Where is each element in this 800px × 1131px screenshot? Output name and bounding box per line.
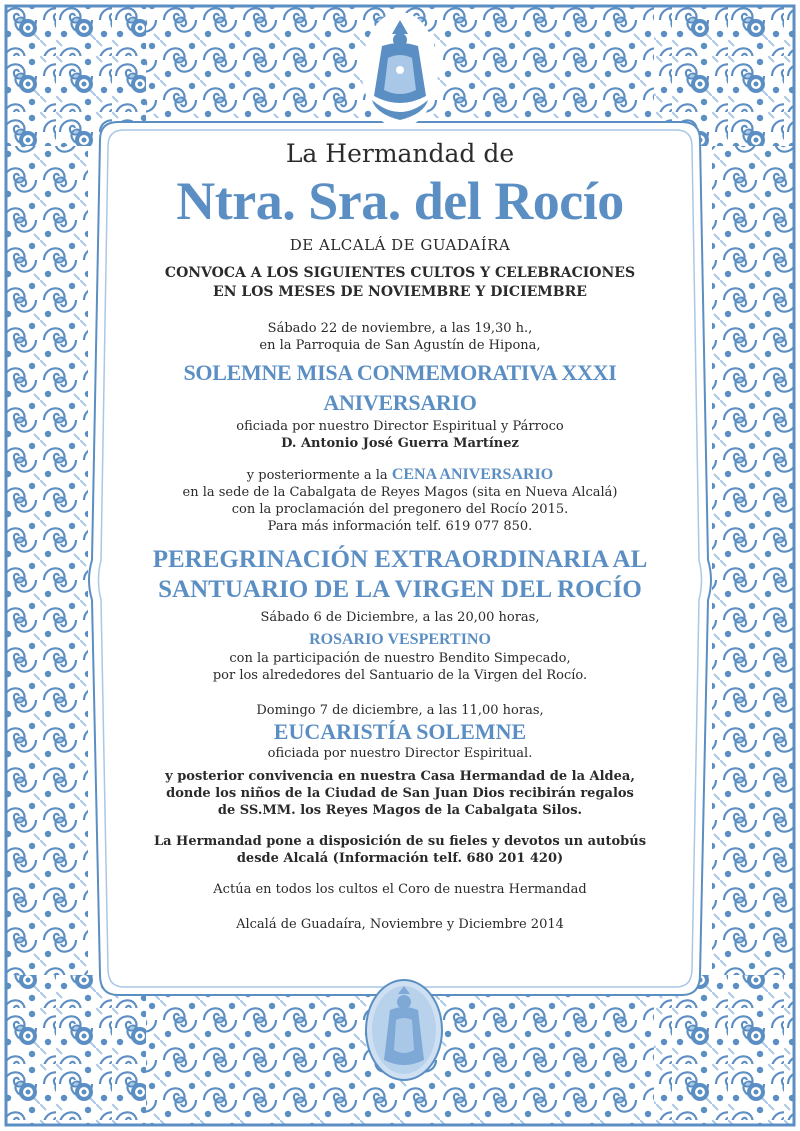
eucharist-line1: y posterior convivencia en nuestra Casa Hermandad de la Aldea, [165, 769, 635, 784]
dinner-proclamation: con la proclamación del pregonero del Rocío 2015. [231, 502, 569, 517]
event-eucharist [140, 702, 660, 819]
virgin-medallion-icon [366, 980, 442, 1080]
mass-priest: D. Antonio José Guerra Martínez [281, 436, 519, 451]
bus-notice [140, 833, 660, 867]
footer-date: Alcalá de Guadaíra, Noviembre y Diciembre 2014 [236, 917, 564, 932]
dinner-intro: y posteriormente a la [246, 468, 388, 483]
dinner-info: Para más información telf. 619 077 850. [267, 519, 533, 534]
pilgrimage-title-line2: SANTUARIO DE LA VIRGEN DEL ROCÍO [158, 576, 642, 603]
event-mass [140, 320, 660, 452]
header-line1: La Hermandad de [285, 139, 515, 168]
eucharist-date: Domingo 7 de diciembre, a las 11,00 horas, [256, 703, 544, 718]
eucharist-officiated: oficiada por nuestro Director Espiritual. [267, 746, 533, 761]
eucharist-line3: de SS.MM. los Reyes Magos de la Cabalgata Silos. [217, 803, 583, 818]
event-dinner [140, 466, 660, 535]
choir-note: Actúa en todos los cultos el Coro de nuestra Hermandad [213, 882, 587, 897]
pilgrimage-title-line1: PEREGRINACIÓN EXTRAORDINARIA AL [152, 546, 648, 573]
mass-title: SOLEMNE MISA CONMEMORATIVA XXXI ANIVERSARIO [183, 360, 617, 415]
convocation-text [140, 264, 660, 302]
bus-line2: desde Alcalá (Información telf. 680 201 420) [236, 851, 564, 866]
mass-place: en la Parroquia de San Agustín de Hipona, [259, 338, 541, 353]
virgin-emblem-icon [362, 12, 438, 128]
eucharist-title: EUCARISTÍA SOLEMNE [273, 719, 527, 744]
mass-officiated: oficiada por nuestro Director Espiritual y Párroco [236, 419, 564, 434]
dinner-place: en la sede de la Cabalgata de Reyes Magos (sita en Nueva Alcalá) [182, 485, 618, 500]
mass-date: Sábado 22 de noviembre, a las 19,30 h., [267, 321, 533, 336]
eucharist-line2: donde los niños de la Ciudad de San Juan Dios recibirán regalos [166, 786, 634, 801]
convocation-line2: EN LOS MESES DE NOVIEMBRE Y DICIEMBRE [213, 284, 587, 300]
rosary-participation: con la participación de nuestro Bendito Simpecado, [229, 651, 571, 666]
pilgrimage-date: Sábado 6 de Diciembre, a las 20,00 horas, [260, 610, 540, 625]
event-pilgrimage [140, 545, 660, 684]
dinner-intro-line [140, 466, 660, 484]
rosary-around: por los alrededores del Santuario de la Virgen del Rocío. [212, 668, 588, 683]
brotherhood-title: Ntra. Sra. del Rocío [176, 171, 624, 231]
bus-line1: La Hermandad pone a disposición de su fieles y devotos un autobús [153, 834, 647, 849]
convocation-line1: CONVOCA A LOS SIGUIENTES CULTOS Y CELEBRACIONES [164, 265, 636, 281]
announcement-body [140, 138, 660, 933]
dinner-title: CENA ANIVERSARIO [391, 466, 554, 483]
rosary-title: ROSARIO VESPERTINO [309, 631, 491, 648]
header-city: DE ALCALÁ DE GUADAÍRA [289, 236, 511, 254]
